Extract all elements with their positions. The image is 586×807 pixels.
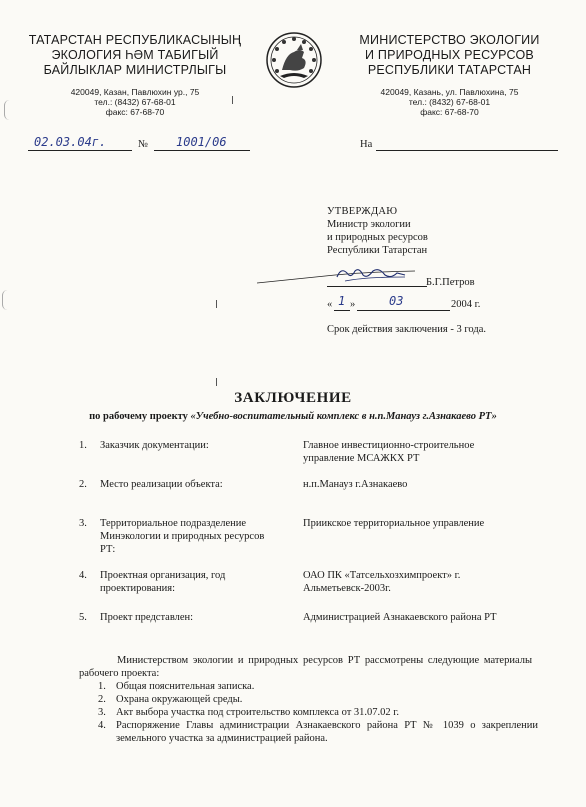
item-value: ОАО ПК «Татсельхозхимпроект» г. Альметьевск-2003г. — [303, 570, 461, 594]
item-value: Приикское территориальное управление — [303, 518, 485, 529]
registration-number: 1001/06 — [176, 135, 227, 149]
registration-date: 02.03.04г. — [34, 135, 107, 149]
materials-item-text: Распоряжение Главы администрации Азнакаевского района РТ № 1039 о закреплении земельного участка за администрацией района. — [116, 720, 538, 744]
materials-paragraph: Министерством экологии и природных ресурсов РТ рассмотрены следующие материалы рабочего проекта: — [79, 655, 532, 679]
item-label: Проект представлен: — [100, 612, 194, 623]
phone-ru: тел.: (8432) 67-68-01 — [408, 97, 491, 107]
materials-item — [98, 680, 538, 693]
item-value: н.п.Манауз г.Азнакаево — [303, 479, 408, 490]
subtitle-prefix: по рабочему проекту — [89, 411, 191, 422]
item-number: 3. — [79, 518, 87, 529]
margin-mark — [216, 300, 217, 308]
approval-line-2: и природных ресурсов — [327, 232, 428, 243]
document-title: ЗАКЛЮЧЕНИЕ — [234, 390, 352, 406]
org-name-ru-line-1: МИНИСТЕРСТВО ЭКОЛОГИИ — [359, 33, 540, 47]
approval-line-3: Республики Татарстан — [327, 245, 428, 256]
materials-item-text: Общая пояснительная записка. — [116, 681, 255, 692]
approval-year: 2004 г. — [451, 299, 481, 310]
approval-day: 1 — [338, 294, 346, 308]
item-label: Место реализации объекта: — [100, 479, 223, 490]
item-number: 4. — [79, 570, 87, 581]
materials-item-text: Охрана окружающей среды. — [116, 694, 243, 705]
materials-item-number: 4. — [98, 720, 106, 731]
approval-line-1: Министр экологии — [327, 219, 411, 230]
item-label: Территориальное подразделение Минэкологии и природных ресурсов РТ: — [100, 518, 265, 555]
approval-date — [327, 294, 567, 314]
item-number: 1. — [79, 440, 87, 451]
margin-mark — [232, 96, 233, 104]
materials-item-number: 3. — [98, 707, 106, 718]
coat-of-arms-emblem — [264, 30, 324, 92]
materials-item-text: Акт выбора участка под строительство комплекса от 31.07.02 г. — [116, 707, 400, 718]
org-name-tatar-line-1: ТАТАРСТАН РЕСПУБЛИКАСЫНЫҢ — [28, 33, 242, 47]
item-value: Главное инвестиционно-строительное управление МСАЖКХ РТ — [303, 440, 475, 464]
org-name-tatar-line-2: ЭКОЛОГИЯ ҺӘМ ТАБИГЫЙ — [51, 48, 219, 62]
phone-tatar: тел.: (8432) 67-68-01 — [94, 97, 176, 107]
signature-name: Б.Г.Петров — [426, 277, 475, 288]
materials-list — [98, 680, 538, 745]
punch-mark — [2, 290, 13, 310]
punch-mark — [4, 100, 15, 120]
item-value: Администрацией Азнакаевского района РТ — [303, 612, 497, 623]
item-number: 2. — [79, 479, 87, 490]
item-label: Заказчик документации: — [100, 440, 209, 451]
na-label: На — [360, 139, 373, 150]
approval-heading: УТВЕРЖДАЮ — [327, 206, 398, 217]
item-number: 5. — [79, 612, 87, 623]
fax-tatar: факс: 67-68-70 — [105, 107, 165, 117]
document-subtitle — [0, 410, 586, 423]
org-name-ru-line-2: И ПРИРОДНЫХ РЕСУРСОВ — [365, 48, 534, 62]
materials-item — [98, 693, 538, 706]
date-open-quote: « — [327, 299, 333, 310]
registration-number-label: № — [138, 139, 149, 150]
margin-mark — [216, 378, 217, 386]
materials-item — [98, 706, 538, 719]
date-close-quote: » — [350, 299, 356, 310]
approval-block — [327, 205, 567, 257]
validity-note: Срок действия заключения - 3 года. — [327, 324, 486, 335]
org-name-tatar-line-3: БАЙЛЫКЛАР МИНИСТРЛЫГЫ — [43, 63, 227, 77]
org-name-ru-line-3: РЕСПУБЛИКИ ТАТАРСТАН — [367, 63, 532, 77]
subtitle-project: «Учебно-воспитательный комплекс в н.п.Манауз г.Азнакаево РТ» — [190, 411, 497, 422]
materials-item-number: 2. — [98, 694, 106, 705]
emblem-icon — [264, 30, 324, 92]
registration-line — [28, 135, 568, 155]
header-left — [20, 33, 250, 117]
approval-month: 03 — [389, 294, 404, 308]
header-right — [332, 33, 567, 117]
materials-item — [98, 719, 538, 745]
address-ru: 420049, Казань, ул. Павлюхина, 75 — [380, 87, 519, 97]
address-tatar: 420049, Казан, Павлюхин ур., 75 — [70, 87, 200, 97]
materials-item-number: 1. — [98, 681, 106, 692]
item-label: Проектная организация, год проектирования: — [100, 570, 226, 594]
fax-ru: факс: 67-68-70 — [420, 107, 479, 117]
